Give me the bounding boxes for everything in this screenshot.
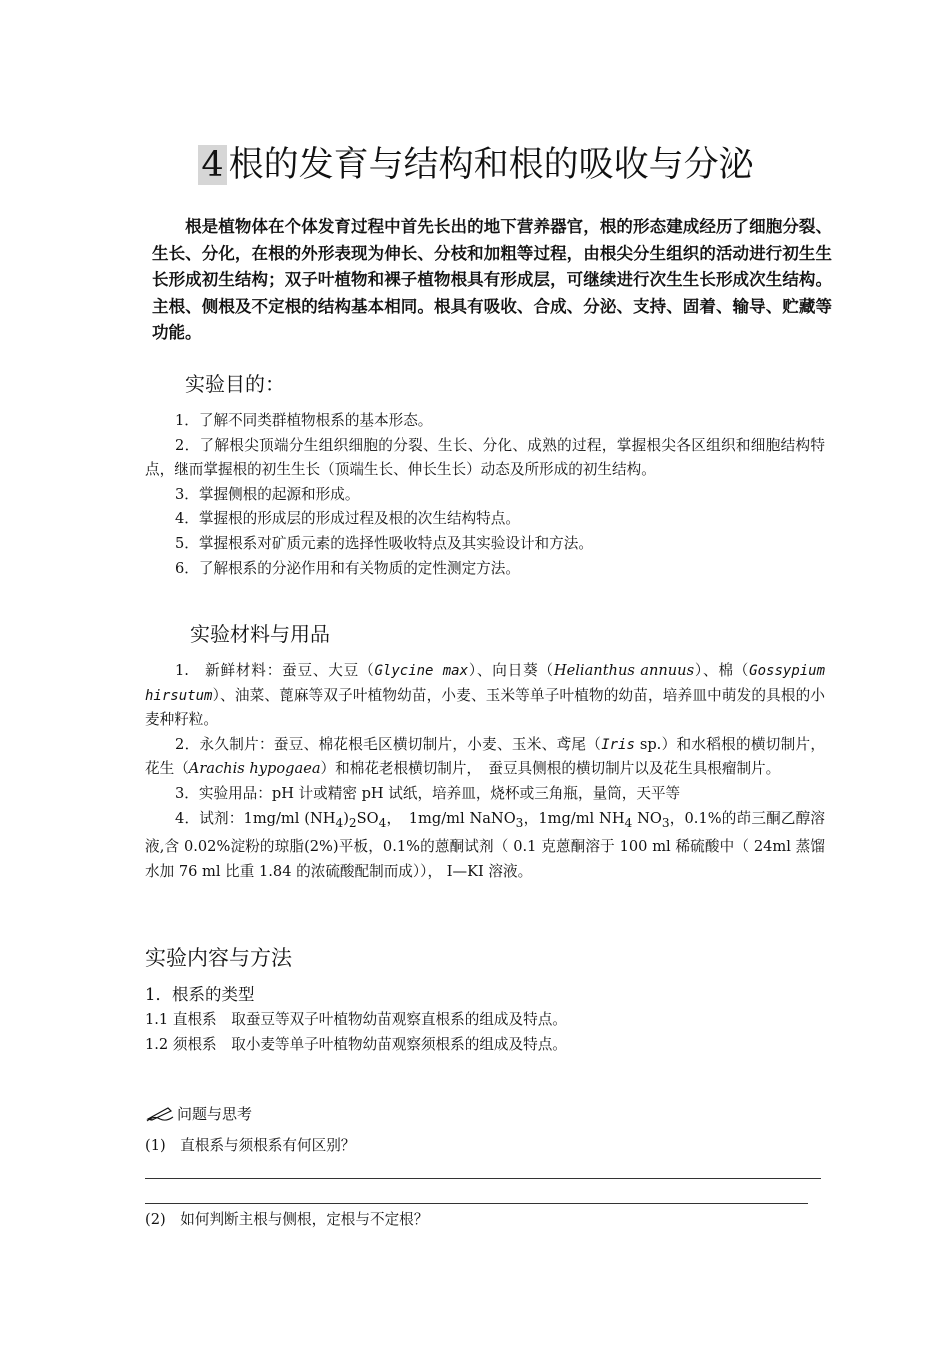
method-subheading: 1．根系的类型 — [145, 985, 255, 1004]
method-item-taproot: 1.1 直根系 取蚕豆等双子叶植物幼苗观察直根系的组成及特点。 — [145, 1011, 567, 1028]
chapter-number: 4 — [198, 145, 226, 185]
answer-line — [145, 1178, 821, 1179]
question-1: (1) 直根系与须根系有何区别？ — [145, 1137, 356, 1154]
page-title — [0, 140, 952, 190]
objective-item: 3．掌握侧根的起源和形成。 — [175, 485, 360, 503]
objectives-heading: 实验目的： — [185, 372, 285, 396]
method-item-fibrous: 1.2 须根系 取小麦等单子叶植物幼苗观察须根系的组成及特点。 — [145, 1036, 567, 1053]
material-item-fresh: 1. 新鲜材料：蚕豆、大豆（Glycine max）、向日葵（Helianthus annuus）、棉（Gossypium hirsutum）、油菜、蓖麻等双子叶植物幼苗，小麦、玉米等单子叶植物的幼苗，培养皿中萌发的具根的小麦种籽粒。 — [145, 662, 826, 729]
material-item-supplies: 3．实验用品：pH 计或精密 pH 试纸，培养皿，烧杯或三角瓶，量筒，天平等 — [175, 784, 681, 802]
objective-item: 2．了解根尖顶端分生组织细胞的分裂、生长、分化、成熟的过程，掌握根尖各区组织和细胞结构特点，继而掌握根的初生生长（顶端生长、伸长生长）动态及所形成的初生结构。 — [145, 436, 825, 479]
materials-list — [145, 659, 825, 884]
answer-line — [145, 1203, 808, 1204]
question-2: (2) 如何判断主根与侧根，定根与不定根？ — [145, 1211, 429, 1228]
objective-item: 4．掌握根的形成层的形成过程及根的次生结构特点。 — [175, 510, 520, 528]
objective-item: 6．了解根系的分泌作用和有关物质的定性测定方法。 — [175, 559, 520, 577]
material-item-reagents: 4．试剂：1mg/ml $(NH_4)_2SO_4$， 1mg/ml NaNO$_3$，1mg/ml $NH_4$ $NO_3$，0.1%的茚三酮乙醇溶液,含 0.02%淀粉的琼脂(2%)平板，0.1%的蒽酮试剂（ 0.1 克蒽酮溶于 100 ml 稀硫酸中（ 24ml 蒸馏水加 76 ml 比重 1.84 的浓硫酸配制而成））， I—KI 溶液。 — [145, 809, 826, 880]
objectives-list — [145, 409, 825, 581]
questions-heading-text: 问题与思考 — [177, 1104, 253, 1123]
objective-item: 5．掌握根系对矿质元素的选择性吸收特点及其实验设计和方法。 — [175, 534, 593, 552]
material-item-slides: 2．永久制片：蚕豆、棉花根毛区横切制片，小麦、玉米、鸢尾（Iris sp.）和水稻根的横切制片，花生（Arachis hypogaea）和棉花老根横切制片， 蚕豆具侧根的横切制片以及花生具根瘤制片。 — [145, 735, 825, 778]
intro-text: 根是植物体在个体发育过程中首先长出的地下营养器官，根的形态建成经历了细胞分裂、生长、分化，在根的外形表现为伸长、分枝和加粗等过程，由根尖分生组织的活动进行初生生长形成初生结构；双子叶植物和裸子植物根具有形成层，可继续进行次生生长形成次生结构。主根、侧根及不定根的结构基本相同。根具有吸收、合成、分泌、支持、固着、输导、贮藏等功能。 — [152, 217, 832, 343]
methods-heading: 实验内容与方法 — [145, 946, 292, 970]
materials-heading: 实验材料与用品 — [190, 622, 330, 646]
intro-paragraph — [152, 214, 832, 347]
questions-heading — [146, 1101, 252, 1125]
pencil-writing-icon — [146, 1104, 174, 1122]
objective-item: 1．了解不同类群植物根系的基本形态。 — [175, 412, 433, 429]
chapter-title: 根的发育与结构和根的吸收与分泌 — [228, 145, 754, 185]
